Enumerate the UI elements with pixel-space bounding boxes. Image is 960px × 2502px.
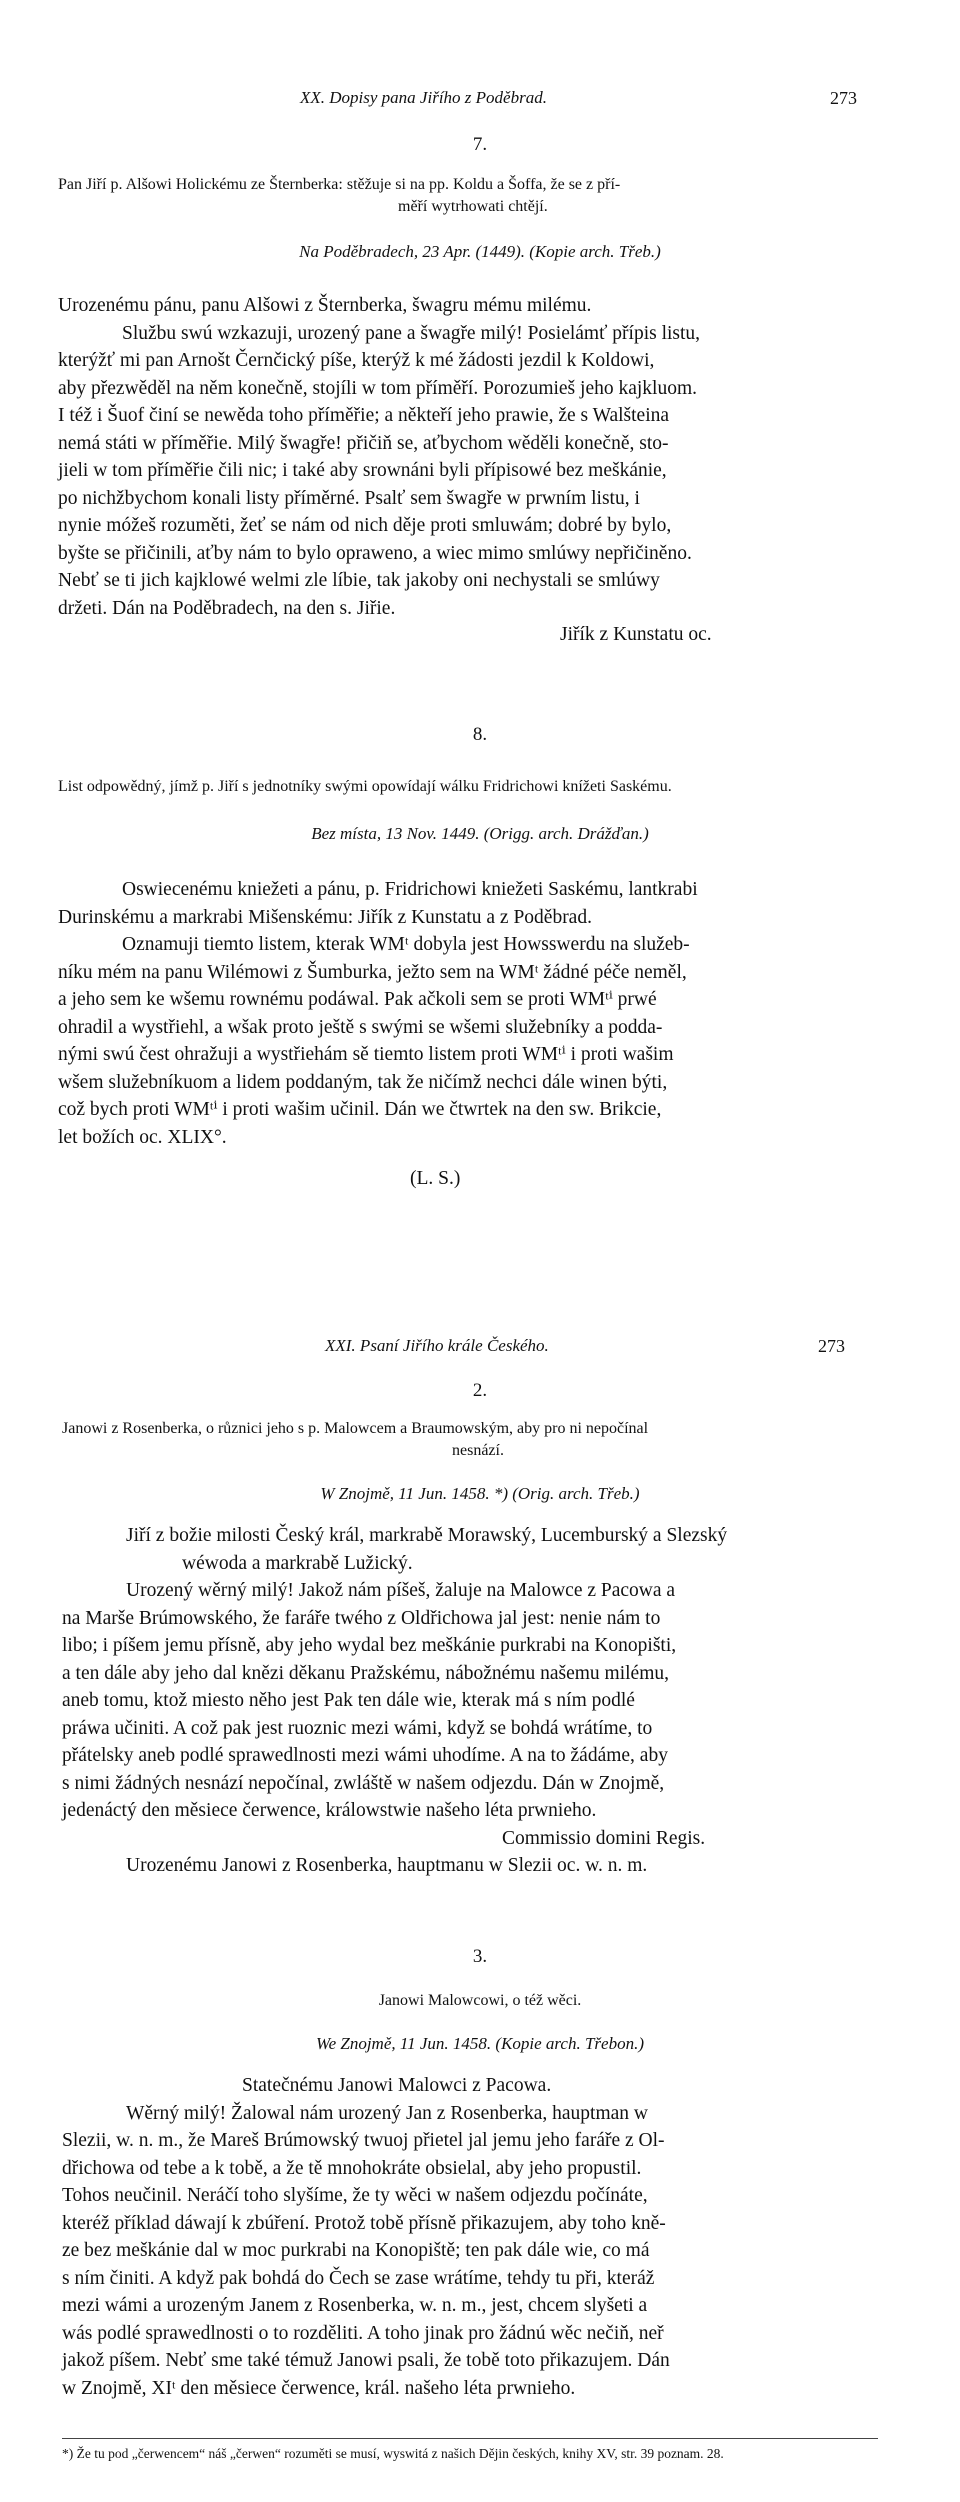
letter-8-line: let božích oc. XLIX°.: [58, 1126, 227, 1148]
letter-7-line: po nichžbychom konali listy příměrné. Psalť sem šwagře w prwním listu, i: [58, 487, 640, 509]
letter-7-body: [58, 292, 874, 622]
letter-2-line: přátelsky aneb podlé sprawedlnosti mezi wámi uhodíme. A na to žádáme, aby: [62, 1745, 668, 1766]
letter-8-line: níku mém na panu Wilémowi z Šumburka, ježto sem na WMᵗ žádné péče neměl,: [58, 961, 687, 983]
letter-7-line: kterýžť mi pan Arnošt Černčický píše, kterýž k mé žádosti jezdil k Koldowi,: [58, 350, 655, 371]
letter-2-title: [62, 1418, 942, 1462]
letter-8-seal: (L. S.): [410, 1168, 461, 1189]
page-number-top: 273: [830, 88, 857, 108]
letter-8-line: nými swú čest ohražuji a wystřiehám sě tiemto listem proti WMᵗⁱ i proti wašim: [58, 1044, 674, 1065]
letter-2-line: práwa učiniti. A což pak jest ruoznic mezi wámi, když se bohdá wrátíme, to: [62, 1717, 653, 1739]
letter-8-line: Oznamuji tiemto listem, kterak WMᵗ dobyla jest Howsswerdu na služeb-: [122, 934, 690, 955]
letter-2-line: a ten dále aby jeho dal knězi děkanu Pražskému, nábožnému našemu milému,: [62, 1662, 670, 1684]
letter-3-body: [62, 2072, 878, 2402]
letter-7-number: 7.: [472, 134, 488, 155]
page-number-bottom: 273: [818, 1336, 845, 1356]
letter-3-line: Tohos neučinil. Neráčí toho slyšíme, že ty wěci w našem odjezdu počínáte,: [62, 2185, 648, 2206]
letter-3-dateline: We Znojmě, 11 Jun. 1458. (Kopie arch. Třebon.): [315, 2034, 644, 2053]
letter-2-line: na Marše Brúmowského, že faráře twého z Oldřichowa jal jest: nenie nám to: [62, 1607, 661, 1629]
letter-7-line: aby přezwěděl na něm konečně, stojíli w tom příměří. Porozumieš jeho kajkluom.: [58, 377, 698, 399]
letter-8-line: což bych proti WMᵗⁱ i proti wašim učinil. Dán we čtwrtek na den sw. Brikcie,: [58, 1099, 662, 1120]
letter-2-number: 2.: [472, 1380, 488, 1401]
letter-8-address-line2: Durinskému a markrabi Mišenskému: Jiřík z Kunstatu a z Poděbrad.: [58, 906, 592, 928]
letter-7-line: I též i Šuof činí se newěda toho příměřie; a někteří jeho prawie, že s Walšteina: [58, 405, 670, 426]
letter-8-title: List odpowědný, jímž p. Jiří s jednotníky swými opowídají wálku Fridrichowi knížeti Saskému.: [58, 778, 672, 795]
letter-7-title-line1: Pan Jiří p. Alšowi Holickému ze Šternberka: stěžuje si na pp. Koldu a Šoffa, že se z pří-: [58, 176, 621, 193]
letter-7-title-line2: měří wytrhowati chtějí.: [398, 198, 548, 215]
letter-2-intitulatio-line1: Jiří z božie milosti Český král, markrabě Morawský, Lucemburský a Slezský: [126, 1525, 728, 1546]
letter-7-title: [58, 174, 938, 218]
letter-8-line: wšem služebníkuom a lidem poddaným, tak že ničímž nechci dále winen býti,: [58, 1071, 668, 1093]
letter-2-line: jedenáctý den měsiece čerwence, králowstwie našeho léta prwnieho.: [62, 1800, 597, 1821]
letter-3-title: Janowi Malowcowi, o též wěci.: [378, 1992, 582, 2009]
running-head-top: XX. Dopisy pana Jiřího z Poděbrad.: [300, 88, 547, 107]
letter-2-line: libo; i píšem jemu přísně, aby jeho wydal bez meškánie purkrabi na Konopišti,: [62, 1635, 677, 1656]
letter-3-line: jakož píšem. Nebť sme také témuž Janowi psali, že tobě toto přikazujem. Dán: [62, 2350, 670, 2371]
letter-8-dateline: Bez místa, 13 Nov. 1449. (Origg. arch. Drážďan.): [311, 824, 649, 843]
letter-3-line: Slezii, w. n. m., že Mareš Brúmowský twuoj přietel jal jemu jeho faráře z Ol-: [62, 2130, 665, 2151]
letter-3-address: Statečnému Janowi Malowci z Pacowa.: [242, 2075, 552, 2096]
letter-2-commissio: Commissio domini Regis.: [502, 1827, 706, 1849]
letter-8-number: 8.: [472, 724, 488, 745]
letter-7-line: jieli w tom příměřie čili nic; i také aby srownáni byli přípisowé bez meškánie,: [58, 460, 667, 481]
letter-8-line: ohradil a wystřiehl, a wšak proto ještě s swými se wšemi služebníky a podda-: [58, 1016, 663, 1038]
letter-2-line: Urozený wěrný milý! Jakož nám píšeš, žaluje na Malowce z Pacowa a: [126, 1580, 676, 1601]
letter-2-line: aneb tomu, ktož miesto něho jest Pak ten dále wie, kterak má s ním podlé: [62, 1690, 635, 1711]
letter-7-line: držeti. Dán na Poděbradech, na den s. Jiřie.: [58, 597, 396, 619]
running-head-bottom: XXI. Psaní Jiřího krále Českého.: [325, 1336, 549, 1355]
letter-3-line: ze bez meškánie dal w moc purkrabi na Konopiště; ten pak dále wie, co má: [62, 2240, 650, 2261]
letter-2-title-line2: nesnází.: [452, 1442, 504, 1459]
letter-7-address: Urozenému pánu, panu Alšowi z Šternberka, šwagru mému milému.: [58, 295, 592, 316]
letter-2-dateline: W Znojmě, 11 Jun. 1458. *) (Orig. arch. Třeb.): [320, 1484, 640, 1503]
letter-2-title-line1: Janowi z Rosenberka, o různici jeho s p. Malowcem a Braumowským, aby pro ni nepočínal: [62, 1420, 649, 1437]
letter-3-line: dřichowa od tebe a k tobě, a že tě mnohokráte obsielal, aby jeho propustil.: [62, 2157, 642, 2179]
letter-7-line: byšte se přičinili, aťby nám to bylo opraweno, a wiec mimo smlúwy nepřičiněno.: [58, 542, 692, 564]
letter-3-line: kteréž příklad dáwají k zbúření. Protož tobě přísně přikazujem, aby toho kně-: [62, 2212, 666, 2234]
letter-2-addressee: Urozenému Janowi z Rosenberka, hauptmanu w Slezii oc. w. n. m.: [126, 1855, 648, 1876]
letter-7-line: Nebť se ti jich kajklowé welmi zle líbie, tak jakoby oni nechystali se smlúwy: [58, 570, 660, 591]
letter-8-body: [58, 876, 874, 1151]
letter-3-line: wás podlé sprawedlnosti o to rozděliti. A toho jinak pro žádnú wěc nečiň, neř: [62, 2322, 664, 2344]
letter-2-body: [62, 1522, 878, 1880]
letter-7-line: nynie móžeš rozuměti, žeť se nám od nich děje proti smluwám; dobré by bylo,: [58, 515, 672, 536]
letter-8-address-line1: Oswiecenému kniežeti a pánu, p. Fridrichowi kniežeti Saskému, lantkrabi: [122, 879, 698, 900]
footnote: *) Že tu pod „čerwencem“ náš „čerwen“ rozuměti se musí, wyswitá z našich Dějin českých, knihy XV, str. 39 poznam. 28.: [62, 2446, 724, 2461]
letter-8-line: a jeho sem ke wšemu rownému podáwal. Pak ačkoli sem se proti WMᵗⁱ prwé: [58, 989, 657, 1010]
letter-3-line: s ním činiti. A když pak bohdá do Čech se zase wrátíme, tehdy tu při, kteráž: [62, 2267, 655, 2289]
letter-3-line: Wěrný milý! Žalowal nám urozený Jan z Rosenberka, hauptman w: [126, 2102, 648, 2124]
letter-7-line: nemá státi w příměřie. Milý šwagře! přičiň se, aťbychom wěděli konečně, sto-: [58, 432, 669, 454]
letter-7-dateline: Na Poděbradech, 23 Apr. (1449). (Kopie arch. Třeb.): [299, 242, 661, 261]
letter-2-intitulatio-line2: wéwoda a markrabě Lužický.: [182, 1552, 413, 1574]
footnote-rule: [62, 2438, 878, 2439]
letter-3-line: mezi wámi a urozeným Janem z Rosenberka, w. n. m., jest, chcem slyšeti a: [62, 2295, 648, 2316]
letter-7-line: Službu swú wzkazuji, urozený pane a šwagře milý! Posielámť přípis listu,: [122, 322, 701, 344]
letter-3-line: w Znojmě, XIᵗ den měsiece čerwence, král. našeho léta prwnieho.: [62, 2377, 576, 2399]
letter-2-line: s nimi žádných nesnází nepočínal, zwláště w našem odjezdu. Dán w Znojmě,: [62, 1772, 665, 1794]
letter-7-signature: Jiřík z Kunstatu oc.: [560, 624, 712, 645]
letter-3-number: 3.: [472, 1946, 488, 1967]
